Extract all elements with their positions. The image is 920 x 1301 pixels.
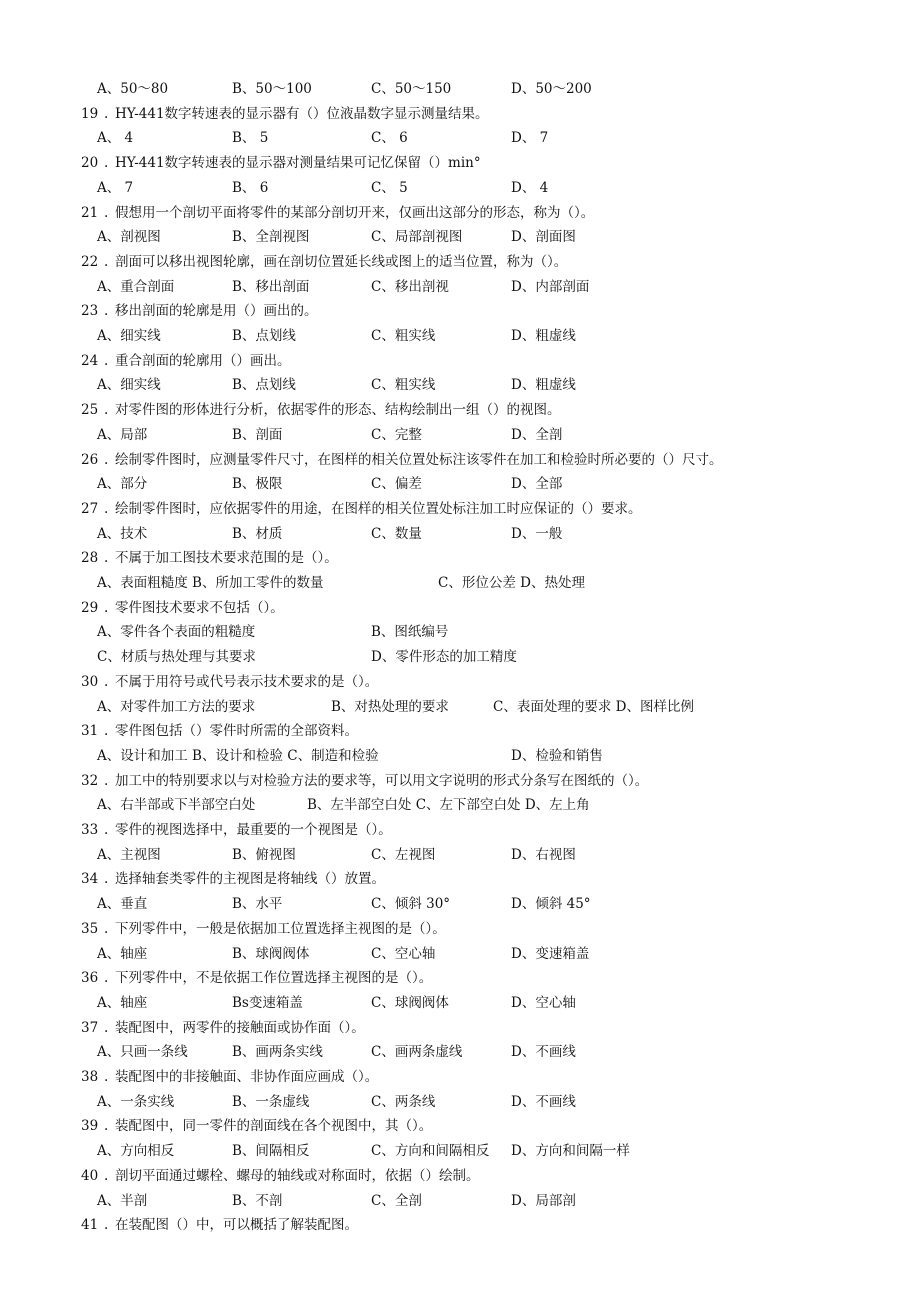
question-separator: . [104,500,109,517]
option-c: C、偏差 [371,476,422,493]
option-c: C、球阀阀体 [371,994,449,1011]
option-group: D、检验和销售 [511,747,603,764]
option-b: B、 5 [232,130,269,147]
options-line [0,324,920,348]
question-number: 25 [81,402,99,419]
question-text: 重合剖面的轮廓用（）画出。 [115,352,291,369]
option-d: D、倾斜 45° [511,896,591,913]
option-a: A、部分 [97,476,148,493]
question-number: 33 [81,822,99,838]
option-b: B、画两条实线 [232,1044,323,1061]
option-d: D、方向和间隔一样 [511,1143,630,1160]
question-number: 24 [81,352,99,369]
question-separator: . [104,822,109,838]
option-b: B、球阀阀体 [232,945,310,962]
question-number: 36 [81,970,99,987]
question-separator: . [104,105,109,122]
question-text: 不属于加工图技术要求范围的是（）。 [115,550,338,567]
option-b: B、点划线 [232,328,296,344]
question-text: 不属于用符号或代号表示技术要求的是（）。 [115,673,379,690]
option-b: B、一条虚线 [232,1093,310,1110]
option-c: C、局部剖视图 [371,229,463,246]
question-number: 32 [81,772,99,789]
option-c: C、移出剖视 [371,278,449,295]
option-b: B、间隔相反 [232,1143,310,1160]
options-line [0,942,920,966]
option-group: B、对热处理的要求 [331,698,449,715]
option-a: A、一条实线 [97,1093,175,1110]
question-separator: . [104,1167,109,1184]
question-text: 下列零件中，不是依据工作位置选择主视图的是（）。 [115,970,433,987]
question-line [0,497,920,521]
option-c: C、全剖 [371,1192,422,1209]
question-separator: . [104,155,109,172]
option-a: A、50～80 [97,81,169,97]
options-line [0,472,920,496]
options-line [0,225,920,249]
option-d: D、 7 [511,130,549,147]
question-number: 35 [81,920,99,937]
option-group: A、右半部或下半部空白处 [97,797,256,814]
option-d: D、剖面图 [511,229,576,246]
question-line [0,719,920,743]
option-d: D、粗虚线 [511,377,576,394]
question-line [0,1213,920,1237]
question-separator: . [104,920,109,937]
question-line [0,546,920,570]
option-c: C、两条线 [371,1093,436,1110]
option-b: B、水平 [232,896,283,913]
question-line [0,398,920,422]
option-d: D、全剖 [511,426,563,443]
question-number: 23 [81,303,99,320]
question-text: 假想用一个剖切平面将零件的某部分剖切开来，仅画出这部分的形态，称为（）。 [115,204,595,221]
question-line [0,102,920,126]
question-text: 移出剖面的轮廓是用（）画出的。 [115,303,318,320]
question-text: 下列零件中，一般是依据加工位置选择主视图的是（）。 [115,920,446,937]
option-d: D、 4 [511,179,549,196]
question-text: HY-441数字转速表的显示器对测量结果可记忆保留（）min° [115,155,481,172]
question-line [0,1065,920,1089]
option-d: D、一般 [511,525,563,542]
option-b: B、50～100 [232,81,312,97]
question-separator: . [104,550,109,567]
option-a: A、重合剖面 [97,278,175,295]
options-line [0,1090,920,1114]
option-c: C、空心轴 [371,945,436,962]
option-c: C、粗实线 [371,328,436,344]
question-text: 对零件图的形体进行分析，依据零件的形态、结构绘制出一组（）的视图。 [115,402,561,419]
question-separator: . [104,970,109,987]
option-a: A、细实线 [97,328,161,344]
option-a: A、细实线 [97,377,161,394]
question-line [0,769,920,793]
options-line [0,1040,920,1064]
question-text: 选择轴套类零件的主视图是将轴线（）放置。 [115,871,385,888]
option-c: C、 6 [371,130,408,147]
question-text: HY-441数字转速表的显示器有（）位液晶数字显示测量结果。 [115,105,489,122]
option-a: A、半剖 [97,1192,148,1209]
option-c: C、方向和间隔相反 [371,1143,490,1160]
option-c: C、50～150 [371,81,452,97]
options-line [0,645,920,669]
option-d: D、全部 [511,476,563,493]
question-separator: . [104,253,109,270]
options-line [0,423,920,447]
question-line [0,349,920,373]
question-number: 41 [81,1217,99,1234]
options-line [0,793,920,817]
option-b: B、极限 [232,476,283,493]
option-b: B、不剖 [232,1192,283,1209]
option-b: B、 6 [232,179,269,196]
option-a: A、 7 [97,179,134,196]
options-line [0,373,920,397]
question-line [0,250,920,274]
question-number: 22 [81,253,99,270]
question-line [0,299,920,323]
question-number: 20 [81,155,99,172]
option-b: B、材质 [232,525,283,542]
question-number: 30 [81,673,99,690]
option-c: C、 5 [371,179,408,196]
option-group: A、设计和加工 B、设计和检验 C、制造和检验 [97,747,379,764]
question-number: 37 [81,1019,99,1036]
question-separator: . [104,402,109,419]
question-text: 绘制零件图时，应依据零件的用途，在图样的相关位置处标注加工时应保证的（）要求。 [115,500,642,517]
question-number: 38 [81,1069,99,1085]
option-d: D、局部剖 [511,1192,576,1209]
question-number: 29 [81,599,99,616]
option-a: A、轴座 [97,994,148,1011]
question-line [0,867,920,891]
option-c: C、左视图 [371,846,436,863]
options-line [0,620,920,644]
question-line [0,1114,920,1138]
option-a: A、 4 [97,130,134,147]
option-c: C、倾斜 30° [371,896,451,913]
option-a: A、局部 [97,426,148,443]
question-separator: . [104,1118,109,1135]
question-separator: . [104,451,109,468]
option-a: A、只画一条线 [97,1044,188,1061]
question-line [0,818,920,842]
question-line [0,151,920,175]
options-line [0,126,920,150]
options-line [0,1189,920,1213]
options-line [0,275,920,299]
options-line [0,892,920,916]
option-c: C、完整 [371,426,422,443]
question-number: 28 [81,550,99,567]
options-line [0,571,920,595]
question-number: 19 [81,105,99,122]
option-c: C、粗实线 [371,377,436,394]
question-separator: . [104,599,109,616]
option-group: C、材质与热处理与其要求 [97,649,256,666]
option-b: B、俯视图 [232,846,296,863]
options-line [0,744,920,768]
option-b: B、全剖视图 [232,229,310,246]
option-a: A、技术 [97,525,148,542]
question-separator: . [104,1019,109,1036]
question-number: 34 [81,871,99,888]
options-line [0,77,920,101]
question-separator: . [104,1069,109,1085]
option-b: Bs变速箱盖 [232,994,303,1011]
option-d: D、粗虚线 [511,328,576,344]
question-number: 26 [81,451,99,468]
question-text: 在装配图（）中，可以概括了解装配图。 [115,1217,358,1234]
option-d: D、不画线 [511,1093,576,1110]
question-line [0,670,920,694]
question-text: 零件图包括（）零件时所需的全部资料。 [115,723,358,740]
question-separator: . [104,204,109,221]
question-number: 21 [81,204,99,221]
options-line [0,843,920,867]
option-c: C、数量 [371,525,422,542]
option-a: A、主视图 [97,846,161,863]
question-text: 剖面可以移出视图轮廓，画在剖切位置延长线或图上的适当位置，称为（）。 [115,253,568,270]
option-d: D、右视图 [511,846,576,863]
question-text: 装配图中，同一零件的剖面线在各个视图中，其（）。 [115,1118,433,1135]
question-separator: . [104,673,109,690]
option-a: A、垂直 [97,896,148,913]
option-group: A、对零件加工方法的要求 [97,698,256,715]
question-text: 剖切平面通过螺栓、螺母的轴线或对称面时，依据（）绘制。 [115,1167,480,1184]
question-text: 零件的视图选择中，最重要的一个视图是（）。 [115,822,392,838]
question-text: 零件图技术要求不包括（）。 [115,599,284,616]
option-group: C、形位公差 D、热处理 [438,575,585,591]
question-separator: . [104,871,109,888]
option-group: A、表面粗糙度 B、所加工零件的数量 [97,575,324,591]
question-line [0,596,920,620]
option-d: D、内部剖面 [511,278,590,295]
option-group: A、零件各个表面的粗糙度 [97,624,256,641]
question-separator: . [104,1217,109,1234]
options-line [0,695,920,719]
option-group: B、左半部空白处 C、左下部空白处 D、左上角 [307,797,590,814]
question-number: 31 [81,723,99,740]
question-separator: . [104,723,109,740]
question-line [0,1164,920,1188]
question-text: 装配图中，两零件的接触面或协作面（）。 [115,1019,365,1036]
option-c: C、画两条虚线 [371,1044,463,1061]
question-text: 装配图中的非接触面、非协作面应画成（）。 [115,1069,379,1085]
option-d: D、空心轴 [511,994,576,1011]
option-group: D、零件形态的加工精度 [371,649,517,666]
question-separator: . [104,352,109,369]
options-line [0,991,920,1015]
question-separator: . [104,772,109,789]
option-a: A、轴座 [97,945,148,962]
option-b: B、移出剖面 [232,278,310,295]
question-line [0,917,920,941]
question-line [0,201,920,225]
question-number: 40 [81,1167,99,1184]
options-line [0,176,920,200]
question-line [0,966,920,990]
option-group: B、图纸编号 [371,624,449,641]
question-number: 27 [81,500,99,517]
option-b: B、剖面 [232,426,283,443]
question-line [0,448,920,472]
option-d: D、不画线 [511,1044,576,1061]
question-number: 39 [81,1118,99,1135]
question-separator: . [104,303,109,320]
option-d: D、50～200 [511,81,592,97]
option-b: B、点划线 [232,377,296,394]
option-a: A、方向相反 [97,1143,175,1160]
question-line [0,1016,920,1040]
option-group: C、表面处理的要求 D、图样比例 [493,698,694,715]
options-line [0,1139,920,1163]
question-text: 加工中的特别要求以与对检验方法的要求等，可以用文字说明的形式分条写在图纸的（）。 [115,772,649,789]
option-d: D、变速箱盖 [511,945,590,962]
options-line [0,522,920,546]
question-text: 绘制零件图时，应测量零件尺寸，在图样的相关位置处标注该零件在加工和检验时所必要的（）尺寸。 [115,451,723,468]
option-a: A、剖视图 [97,229,161,246]
